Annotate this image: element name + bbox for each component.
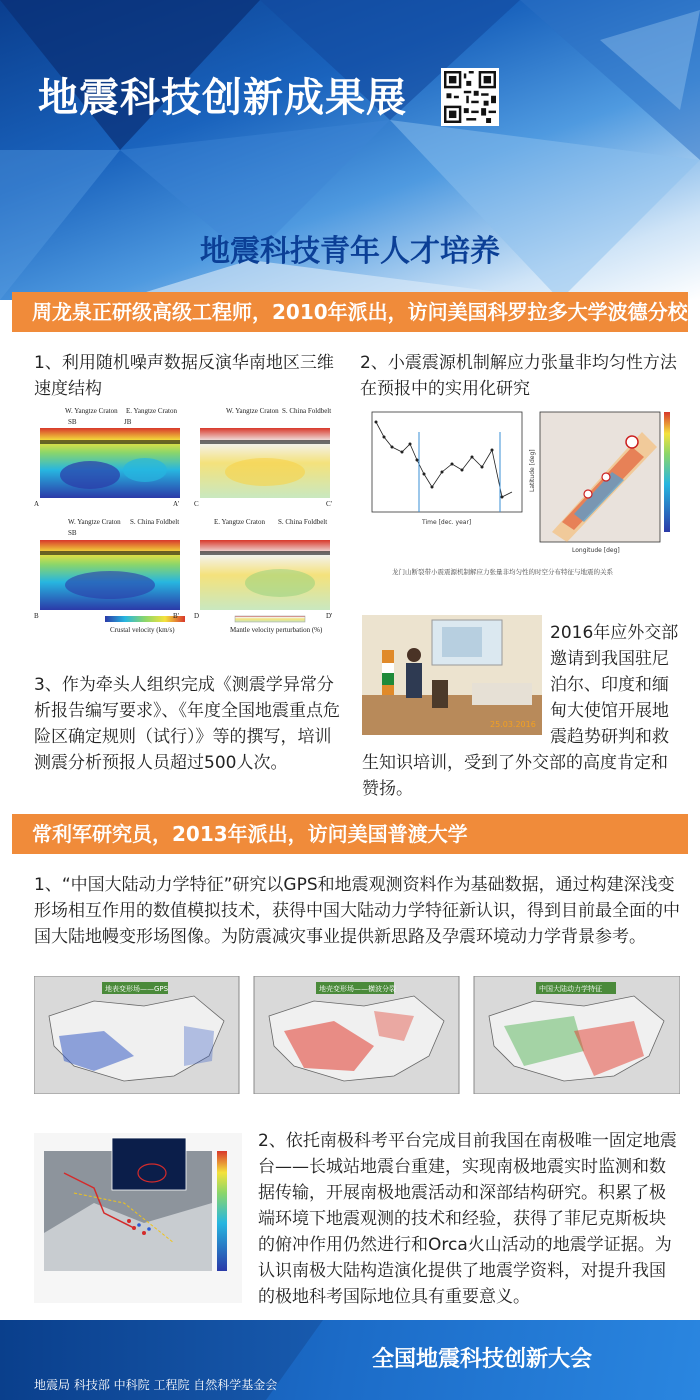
panel-b-corner-left: B: [34, 612, 39, 620]
section2-item2: 2、依托南极科考平台完成目前我国在南极唯一固定地震台——长城站地震台重建，实现南极地震实时监测和数据传输，开展南极地震活动和深部结构研究。积累了极端环境下地震观测的技术和经验，获得了菲尼克斯板块的俯冲作用仍然进行和Orca火山活动的地震学证据。为认识南极大陆构造演化提供了地震学资料，对提升我国的极地科考国际地位具有重要意义。: [258, 1131, 677, 1307]
panel-a-left-label: W. Yangtze Craton: [65, 407, 118, 415]
panel-a-corner-right: A': [173, 500, 180, 508]
section1-item4: [362, 620, 680, 802]
qr-code-graphic: [444, 71, 496, 123]
map-gps: [34, 976, 239, 1094]
section1-item1: 1、利用随机噪声数据反演华南地区三维速度结构: [34, 353, 334, 399]
panel-b-sub-left: SB: [68, 529, 77, 537]
velocity-cross-sections: [30, 400, 340, 640]
section1-item2: 2、小震震源机制解应力张量非均匀性方法在预报中的实用化研究: [360, 353, 677, 399]
panel-c-left-label: W. Yangtze Craton: [226, 407, 279, 415]
velocity-figure: [30, 400, 340, 640]
footer-title: 全国地震科技创新大会: [372, 1347, 593, 1372]
panel-c-right-label: S. China Foldbelt: [282, 407, 332, 415]
section1-item3: 3、作为牵头人组织完成《测震学异常分析报告编写要求》、《年度全国地震重点危险区确定规则（试行）》等的撰写，培训测震分析预报人员超过500人次。: [34, 675, 340, 773]
section2-header: 常利军研究员，2013年派出，访问美国普渡大学: [12, 814, 688, 854]
section2-item1: 1、“中国大陆动力学特征”研究以GPS和地震观测资料作为基础数据，通过构建深浅变形场相互作用的数值模拟技术，获得中国大陆动力学特征新认识，得到目前最全面的中国大陆地幔变形场图像。为防震减灾事业提供新思路及孕震环境动力学背景参考。: [34, 875, 680, 947]
antarctica-map: [34, 1133, 242, 1303]
photo-date-stamp: 25.03.2016: [490, 720, 536, 729]
section1-header: 周龙泉正研级高级工程师，2010年派出，访问美国科罗拉多大学波德分校: [12, 292, 688, 332]
map-shear: [254, 976, 459, 1094]
map-xlabel: Longitude [deg]: [572, 547, 620, 554]
panel-c-corner-right: C': [326, 500, 332, 508]
section1-item4-text: 2016年应外交部邀请到我国驻尼泊尔、印度和缅甸大使馆开展地震趋势研判和救生知识培训，受到了外交部的高度肯定和赞扬。: [362, 623, 679, 799]
panel-b-right-label: S. China Foldbelt: [130, 518, 180, 526]
stress-caption: 龙门山断裂带小震震源机制解应力张量非均匀性的时空分布特征与地震的关系: [392, 568, 613, 576]
panel-d-corner-right: D': [326, 612, 333, 620]
crustal-legend: Crustal velocity (km/s): [110, 626, 175, 634]
banner-title: 地震科技创新成果展: [38, 75, 407, 121]
map-shear-label: 地壳变形场——横波分裂: [319, 985, 396, 993]
panel-a-right-label: E. Yangtze Craton: [126, 407, 177, 415]
panel-b-left-label: W. Yangtze Craton: [68, 518, 121, 526]
china-maps: [34, 976, 680, 1094]
panel-a-sub-right: JB: [124, 418, 132, 426]
china-maps-graphic: [34, 976, 680, 1094]
panel-d-right-label: S. China Foldbelt: [278, 518, 328, 526]
photo-float-spacer: [362, 620, 550, 740]
panel-c-corner-left: C: [194, 500, 199, 508]
stress-xlabel: Time [dec. year]: [422, 519, 472, 526]
map-gps-label: 地表变形场——GPS: [105, 985, 169, 993]
map-dynamics-label: 中国大陆动力学特征: [539, 985, 602, 993]
panel-d-left-label: E. Yangtze Craton: [214, 518, 265, 526]
map-dynamics: [474, 976, 680, 1094]
panel-a-sub-left: SB: [68, 418, 77, 426]
panel-a-corner-left: A: [34, 500, 40, 508]
page-subtitle: 地震科技青年人才培养: [200, 234, 500, 269]
panel-b-corner-right: B': [173, 612, 179, 620]
mantle-legend: Mantle velocity perturbation (%): [230, 626, 323, 634]
panel-d-corner-left: D: [194, 612, 200, 620]
antarctica-map-graphic: [34, 1133, 242, 1303]
qr-code-icon[interactable]: [441, 68, 499, 126]
stress-figure: [362, 402, 682, 582]
footer-orgs: 地震局 科技部 中科院 工程院 自然科学基金会: [34, 1378, 278, 1392]
stress-charts: [362, 402, 682, 582]
map-ylabel: Latitude [deg]: [529, 449, 536, 492]
